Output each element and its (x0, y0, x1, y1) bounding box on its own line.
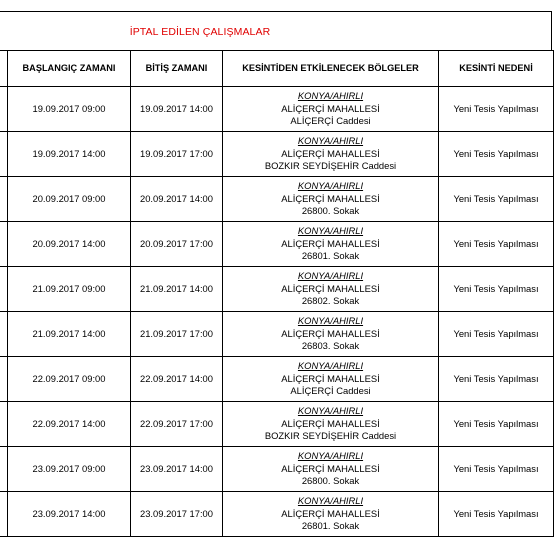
affected-region-cell (223, 177, 439, 222)
table-row (0, 492, 554, 537)
region-city: KONYA/AHIRLI (297, 405, 364, 417)
region-city: KONYA/AHIRLI (297, 90, 364, 102)
outage-reason-cell: Yeni Tesis Yapılması (439, 222, 554, 267)
region-street: BOZKIR SEYDİŞEHİR Caddesi (264, 160, 397, 172)
title-row (0, 11, 552, 50)
start-time-cell: 20.09.2017 09:00 (8, 177, 131, 222)
table-row (0, 87, 554, 132)
region-city: KONYA/AHIRLI (297, 225, 364, 237)
page-title: İPTAL EDİLEN ÇALIŞMALAR (129, 26, 271, 38)
affected-region-cell (223, 357, 439, 402)
row-left-edge (0, 87, 8, 132)
affected-region-cell (223, 132, 439, 177)
header-affected-regions: KESİNTİDEN ETKİLENECEK BÖLGELER (223, 51, 439, 87)
start-time-cell: 21.09.2017 09:00 (8, 267, 131, 312)
region-district: ALİÇERÇİ MAHALLESİ (281, 327, 380, 339)
outage-reason-cell: Yeni Tesis Yapılması (439, 177, 554, 222)
region-street: ALİÇERÇİ Caddesi (290, 115, 371, 127)
end-time-cell: 22.09.2017 17:00 (131, 402, 223, 447)
region-city: KONYA/AHIRLI (297, 315, 364, 327)
region-district: ALİÇERÇİ MAHALLESİ (281, 237, 380, 249)
outage-reason-cell: Yeni Tesis Yapılması (439, 267, 554, 312)
end-time-cell: 22.09.2017 14:00 (131, 357, 223, 402)
region-street: BOZKIR SEYDİŞEHİR Caddesi (264, 430, 397, 442)
region-district: ALİÇERÇİ MAHALLESİ (281, 192, 380, 204)
affected-region-cell (223, 402, 439, 447)
start-time-cell: 19.09.2017 09:00 (8, 87, 131, 132)
affected-region-cell (223, 222, 439, 267)
outage-reason-cell: Yeni Tesis Yapılması (439, 132, 554, 177)
region-street: ALİÇERÇİ Caddesi (290, 385, 371, 397)
outage-reason-cell: Yeni Tesis Yapılması (439, 357, 554, 402)
row-left-edge (0, 357, 8, 402)
table-row (0, 402, 554, 447)
outage-reason-cell: Yeni Tesis Yapılması (439, 492, 554, 537)
region-city: KONYA/AHIRLI (297, 360, 364, 372)
region-city: KONYA/AHIRLI (297, 495, 364, 507)
table-row (0, 267, 554, 312)
start-time-cell: 20.09.2017 14:00 (8, 222, 131, 267)
table-row (0, 177, 554, 222)
region-district: ALİÇERÇİ MAHALLESİ (281, 507, 380, 519)
region-street: 26800. Sokak (301, 475, 360, 487)
row-left-edge (0, 132, 8, 177)
row-left-edge (0, 312, 8, 357)
region-city: KONYA/AHIRLI (297, 135, 364, 147)
cancelled-works-table (0, 50, 554, 537)
end-time-cell: 21.09.2017 17:00 (131, 312, 223, 357)
table-row (0, 222, 554, 267)
start-time-cell: 21.09.2017 14:00 (8, 312, 131, 357)
table-row (0, 447, 554, 492)
region-district: ALİÇERÇİ MAHALLESİ (281, 282, 380, 294)
table-row (0, 357, 554, 402)
table-row (0, 312, 554, 357)
region-street: 26801. Sokak (301, 520, 360, 532)
start-time-cell: 23.09.2017 09:00 (8, 447, 131, 492)
region-city: KONYA/AHIRLI (297, 450, 364, 462)
affected-region-cell (223, 447, 439, 492)
header-left-edge (0, 51, 8, 87)
region-district: ALİÇERÇİ MAHALLESİ (281, 462, 380, 474)
row-left-edge (0, 447, 8, 492)
region-district: ALİÇERÇİ MAHALLESİ (281, 102, 380, 114)
row-left-edge (0, 267, 8, 312)
header-end-time: BİTİŞ ZAMANI (131, 51, 223, 87)
end-time-cell: 19.09.2017 14:00 (131, 87, 223, 132)
end-time-cell: 19.09.2017 17:00 (131, 132, 223, 177)
end-time-cell: 20.09.2017 17:00 (131, 222, 223, 267)
end-time-cell: 23.09.2017 17:00 (131, 492, 223, 537)
region-city: KONYA/AHIRLI (297, 180, 364, 192)
outage-reason-cell: Yeni Tesis Yapılması (439, 312, 554, 357)
region-street: 26800. Sokak (301, 205, 360, 217)
row-left-edge (0, 492, 8, 537)
affected-region-cell (223, 492, 439, 537)
region-district: ALİÇERÇİ MAHALLESİ (281, 372, 380, 384)
row-left-edge (0, 402, 8, 447)
region-street: 26803. Sokak (301, 340, 360, 352)
affected-region-cell (223, 267, 439, 312)
header-outage-reason: KESİNTİ NEDENİ (439, 51, 554, 87)
start-time-cell: 22.09.2017 09:00 (8, 357, 131, 402)
table-header-row (0, 51, 554, 87)
start-time-cell: 22.09.2017 14:00 (8, 402, 131, 447)
end-time-cell: 23.09.2017 14:00 (131, 447, 223, 492)
region-street: 26802. Sokak (301, 295, 360, 307)
header-start-time: BAŞLANGIÇ ZAMANI (8, 51, 131, 87)
region-city: KONYA/AHIRLI (297, 270, 364, 282)
end-time-cell: 21.09.2017 14:00 (131, 267, 223, 312)
outage-reason-cell: Yeni Tesis Yapılması (439, 87, 554, 132)
table-body (0, 87, 554, 537)
region-street: 26801. Sokak (301, 250, 360, 262)
start-time-cell: 23.09.2017 14:00 (8, 492, 131, 537)
region-district: ALİÇERÇİ MAHALLESİ (281, 147, 380, 159)
region-district: ALİÇERÇİ MAHALLESİ (281, 417, 380, 429)
row-left-edge (0, 222, 8, 267)
row-left-edge (0, 177, 8, 222)
outage-reason-cell: Yeni Tesis Yapılması (439, 402, 554, 447)
start-time-cell: 19.09.2017 14:00 (8, 132, 131, 177)
end-time-cell: 20.09.2017 14:00 (131, 177, 223, 222)
table-row (0, 132, 554, 177)
affected-region-cell (223, 87, 439, 132)
affected-region-cell (223, 312, 439, 357)
outage-reason-cell: Yeni Tesis Yapılması (439, 447, 554, 492)
